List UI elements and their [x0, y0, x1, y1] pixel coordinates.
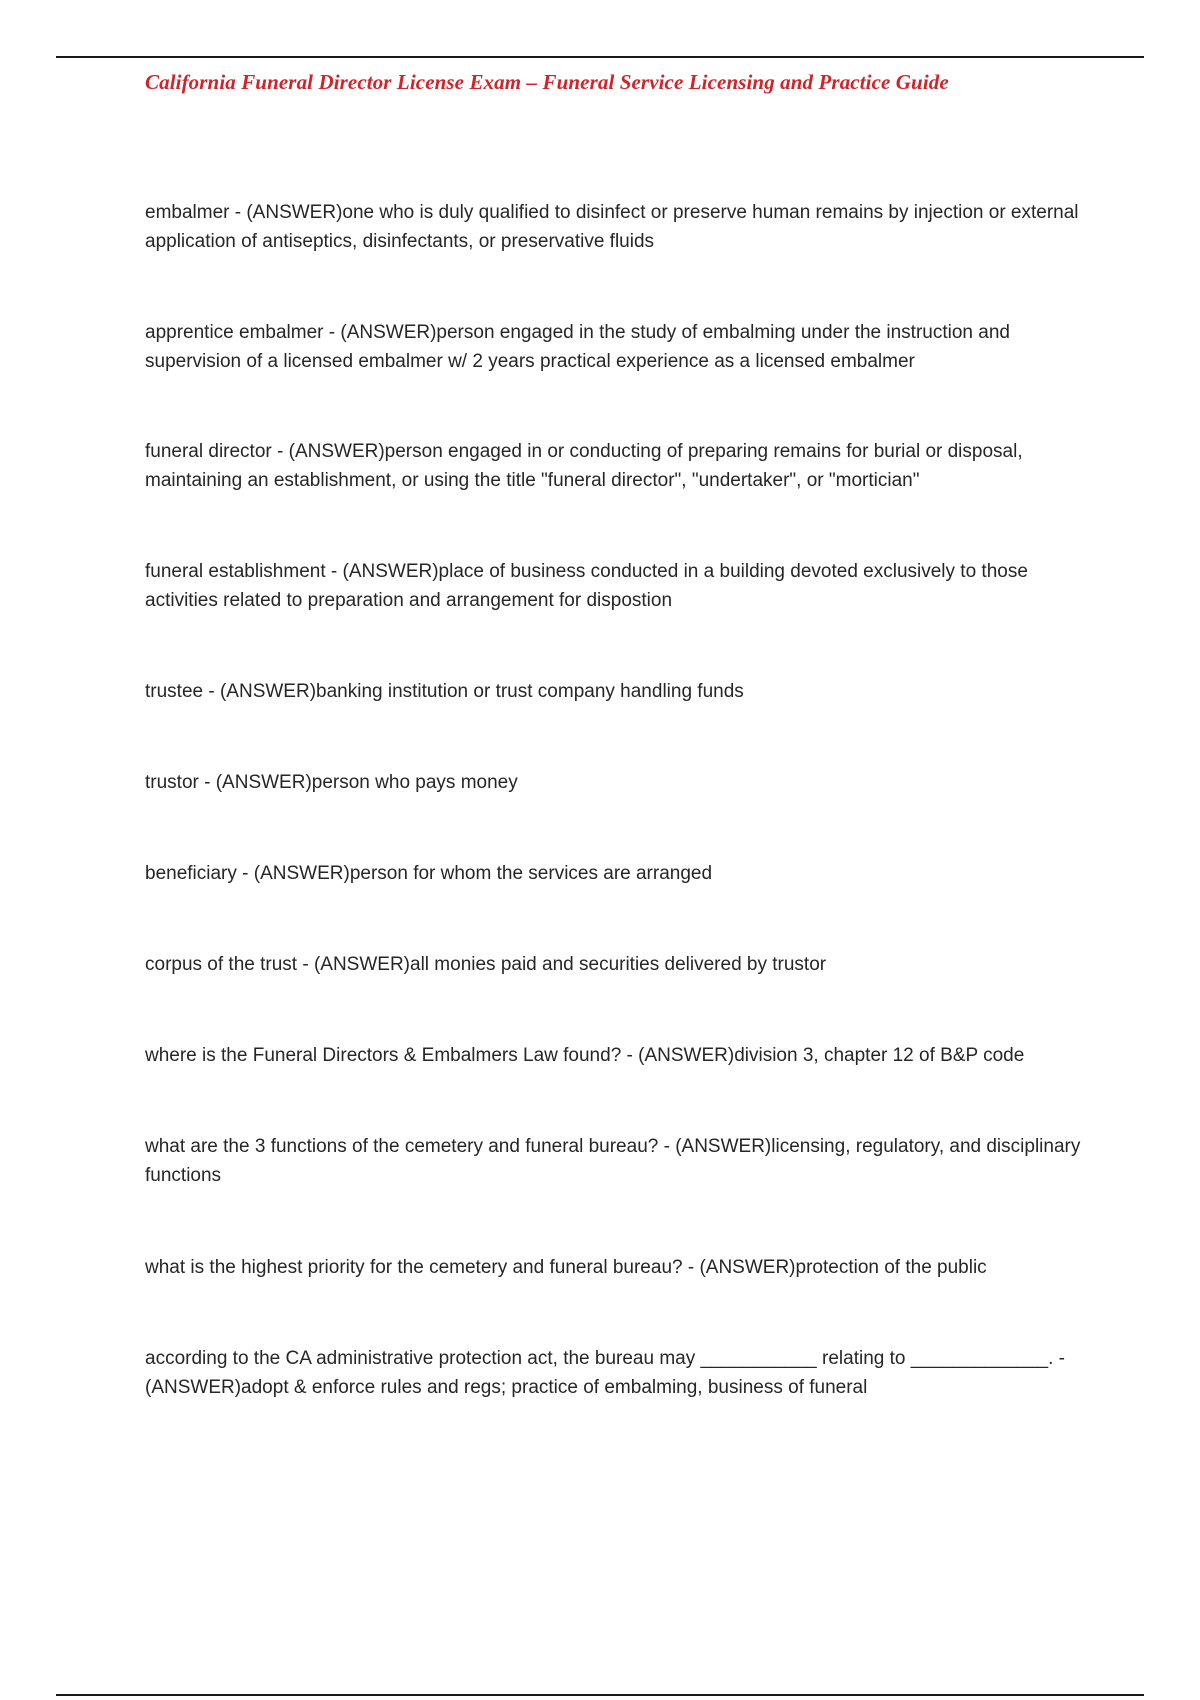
qa-entry-embalmer: embalmer - (ANSWER)one who is duly qualified to disinfect or preserve human remains by injection or external application of antiseptics, disinfectants, or preservative fluids	[145, 202, 1079, 252]
qa-entry-trustor: trustor - (ANSWER)person who pays money	[145, 772, 518, 793]
qa-entry-administrative-act: according to the CA administrative protection act, the bureau may ___________ relating to _____________. - (ANSWER)adopt & enforce rules and regs; practice of embalming, business of funeral	[145, 1348, 1066, 1398]
qa-entry-trustee: trustee - (ANSWER)banking institution or trust company handling funds	[145, 681, 744, 702]
qa-entry-funeral-director: funeral director - (ANSWER)person engaged in or conducting of preparing remains for burial or disposal, maintaining an establishment, or using the title "funeral director", "undertaker", or "mortician"	[145, 441, 1023, 491]
qa-entry-funeral-establishment: funeral establishment - (ANSWER)place of business conducted in a building devoted exclusively to those activities related to preparation and arrangement for dispostion	[145, 561, 1028, 611]
bottom-rule	[56, 1694, 1144, 1696]
document-title: California Funeral Director License Exam – Funeral Service Licensing and Practice Guide	[145, 70, 949, 94]
qa-entry-bureau-priority: what is the highest priority for the cemetery and funeral bureau? - (ANSWER)protection of the public	[145, 1257, 987, 1278]
qa-entry-beneficiary: beneficiary - (ANSWER)person for whom the services are arranged	[145, 863, 713, 884]
qa-entry-bureau-functions: what are the 3 functions of the cemetery and funeral bureau? - (ANSWER)licensing, regulatory, and disciplinary functions	[145, 1136, 1081, 1186]
qa-entry-law-location: where is the Funeral Directors & Embalmers Law found? - (ANSWER)division 3, chapter 12 of B&P code	[145, 1045, 1025, 1066]
top-rule	[56, 56, 1144, 58]
qa-entry-apprentice-embalmer: apprentice embalmer - (ANSWER)person engaged in the study of embalming under the instruction and supervision of a licensed embalmer w/ 2 years practical experience as a licensed embalmer	[145, 322, 1010, 372]
qa-entry-corpus-of-trust: corpus of the trust - (ANSWER)all monies paid and securities delivered by trustor	[145, 954, 827, 975]
